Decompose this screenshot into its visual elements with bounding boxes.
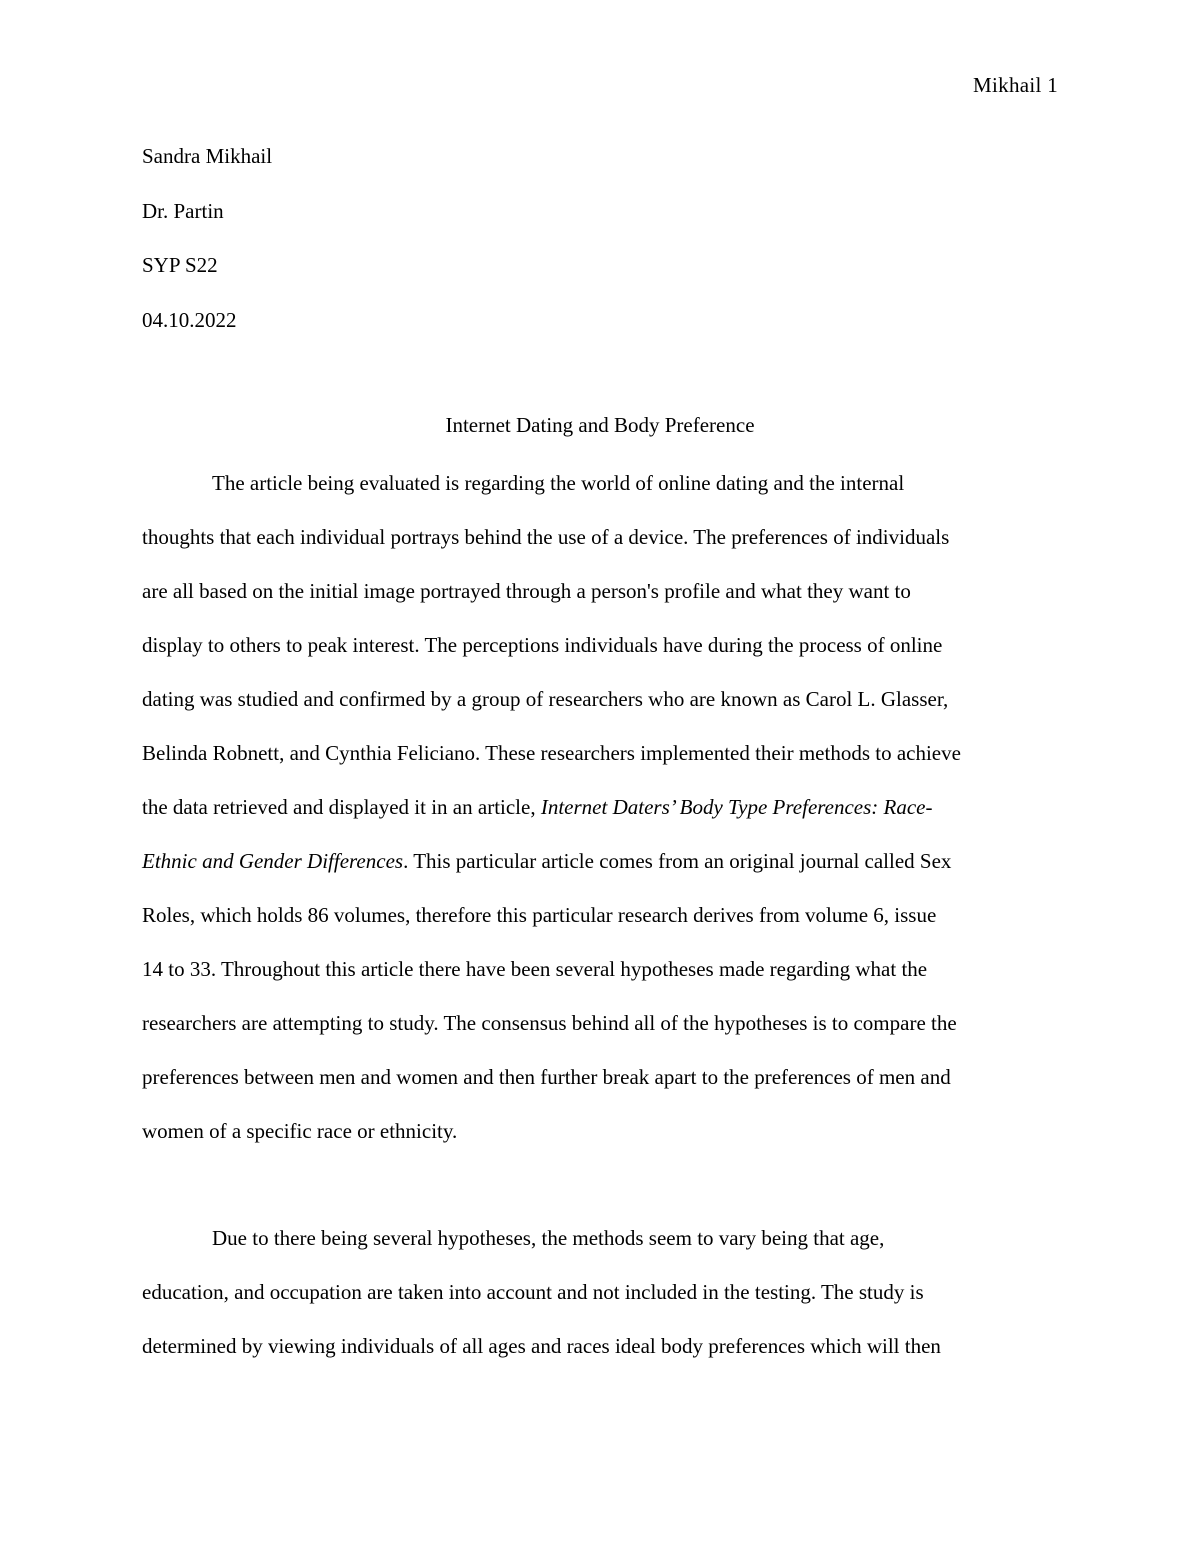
paragraph-line: thoughts that each individual portrays behind the use of a device. The preferences of individuals [142, 525, 950, 549]
paragraph-line: Belinda Robnett, and Cynthia Feliciano. These researchers implemented their methods to achieve [142, 741, 961, 765]
paragraph-2 [142, 1211, 1058, 1373]
line-text: the data retrieved and displayed it in an article, [142, 795, 541, 819]
mla-heading [142, 144, 1058, 362]
paragraph-line [142, 780, 1058, 834]
paragraph-line: dating was studied and confirmed by a group of researchers who are known as Carol L. Glasser, [142, 687, 949, 711]
paragraph-line: preferences between men and women and then further break apart to the preferences of men and [142, 1065, 951, 1089]
instructor-name: Dr. Partin [142, 198, 224, 223]
article-title-italic: Ethnic and Gender Differences [142, 849, 404, 873]
paragraph-line: are all based on the initial image portrayed through a person's profile and what they want to [142, 579, 911, 603]
author-name: Sandra Mikhail [142, 144, 273, 168]
date: 04.10.2022 [142, 307, 237, 332]
paragraph-line: 14 to 33. Throughout this article there have been several hypotheses made regarding what the [142, 957, 928, 981]
line-text: . This particular article comes from an original journal called Sex [403, 849, 952, 873]
essay-title: Internet Dating and Body Preference [445, 413, 755, 437]
course-name: SYP S22 [142, 253, 218, 277]
paragraph-line: The article being evaluated is regarding the world of online dating and the internal [212, 471, 905, 495]
paragraph-line [142, 834, 1058, 888]
paragraph-line: Roles, which holds 86 volumes, therefore this particular research derives from volume 6, issue [142, 903, 937, 927]
article-title-italic: Internet Daters’ Body Type Preferences: Race- [540, 795, 933, 819]
paragraph-line: display to others to peak interest. The perceptions individuals have during the process of online [142, 633, 943, 657]
paragraph-line: education, and occupation are taken into account and not included in the testing. The study is [142, 1280, 924, 1304]
paragraph-line: women of a specific race or ethnicity. [142, 1119, 458, 1143]
paragraph-line: determined by viewing individuals of all ages and races ideal body preferences which will then [142, 1334, 941, 1358]
running-head: Mikhail 1 [973, 73, 1058, 97]
paragraph-line: Due to there being several hypotheses, the methods seem to vary being that age, [212, 1226, 885, 1250]
paragraph-line: researchers are attempting to study. The consensus behind all of the hypotheses is to compare the [142, 1011, 957, 1035]
paragraph-1 [142, 456, 1058, 1158]
